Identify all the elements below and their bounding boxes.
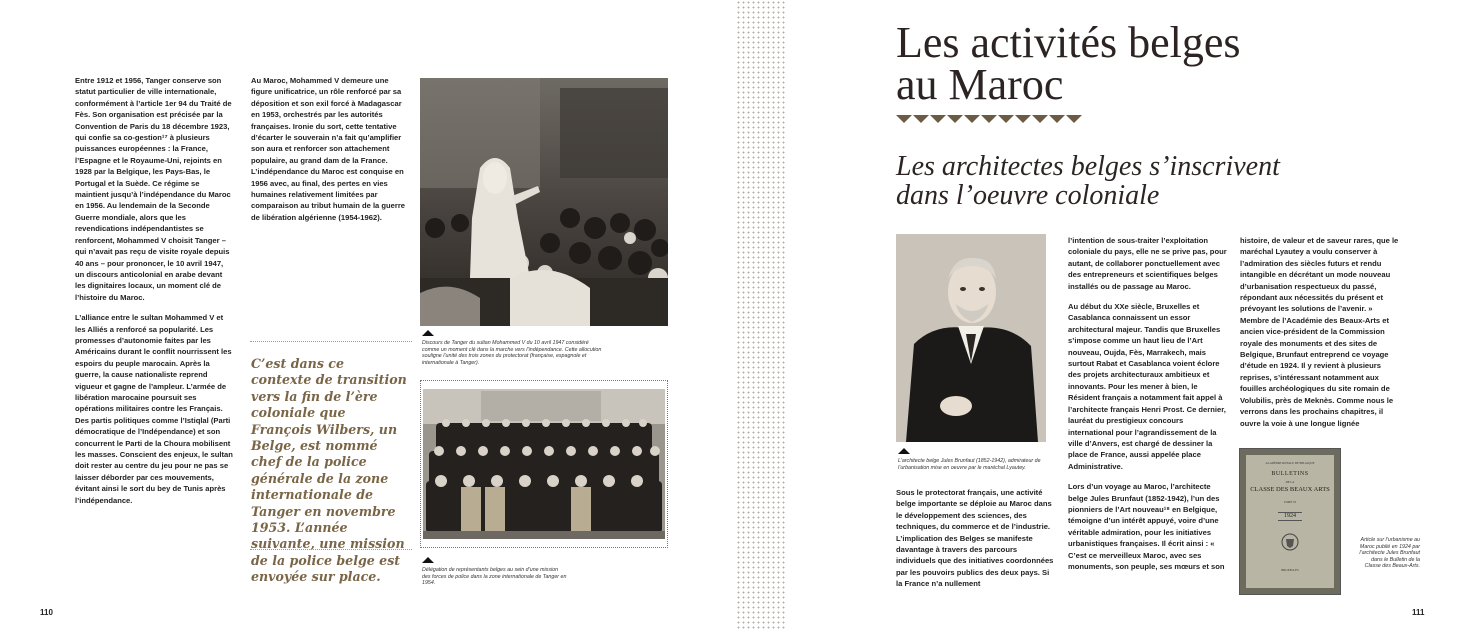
police-delegation-photo	[420, 380, 668, 548]
bulletin-publisher: BRUXELLES	[1281, 568, 1299, 572]
left-col1-paragraph-2: L’alliance entre le sultan Mohammed V et les Alliés a renforcé sa popularité. Les promesses d’autonomie faites par les Américains durant le conflit nourrissent les espoirs du peuple marocain. Après la guerre, la cause nationaliste reprend vigueur et gagne de l’ampleur. L’armée de libération marocaine poursuit ses opérations militaires contre les Français. Des partis politiques comme l’Istiqlal (Parti démocratique de l’Indépendance) et son concurrent le Parti de la Choura mobilisent les masses. Conscient des enjeux, le sultan doit rester au centre du jeu pour ne pas se laisser déborder par ces mouvements, évitant ainsi le sort du bey de Tunis après l’indépendance.	[75, 313, 233, 505]
right-page-number: 111	[1412, 608, 1425, 617]
bulletin-title1: BULLETINS	[1271, 471, 1309, 477]
bulletin-year: 1924	[1278, 512, 1302, 521]
right-col2-paragraph-2: Au début du XXe siècle, Bruxelles et Casablanca connaissent un essor architectural majeur. Tandis que Bruxelles s’impose comme un haut lieu de l’Art nouveau, Oujda, Fès, Marrakech, mais surtout Rabat et Casablanca voient éclore des projets architecturaux ambitieux et innovants. Pour les mener à bien, le Résident français a notamment fait appel à l’architecte français Henri Prost. Ce dernier, lauréat du prestigieux concours international pour l’agrandissement de la ville d’Anvers, est chargé de dessiner la place de France, aussi appelée place Administrative.	[1068, 302, 1226, 471]
chapter-title-line2: au Maroc	[896, 60, 1064, 109]
right-col3-text	[1240, 235, 1400, 438]
bulletin-de-la: DE LA	[1285, 480, 1295, 484]
pullquote-bottom-rule	[250, 549, 412, 550]
right-col1-text	[896, 487, 1056, 599]
pullquote-top-rule	[250, 341, 412, 342]
brunfaut-portrait-photo	[896, 234, 1046, 442]
bulletin-tome: TOME VI	[1283, 500, 1297, 504]
pullquote: C’est dans ce contexte de transition vers la fin de l’ère coloniale que François Wilbers, un Belge, est nommé chef de la police générale de la zone internationale de Tanger en novembre 1953. L’année suivante, une mission de la police belge est envoyée sur place.	[251, 356, 407, 585]
caption-police-delegation: Délégation de représentants belges au sein d’une mission des forces de police dans la zone internationale de Tanger en 1954.	[422, 567, 567, 587]
chapter-title	[896, 18, 1296, 109]
sultan-speech-photo-illustration	[420, 78, 668, 326]
bulletin-emblem-icon	[1280, 532, 1300, 552]
chapter-title-line1: Les activités belges	[896, 18, 1241, 67]
zigzag-ornament	[896, 115, 1084, 125]
left-col2-paragraph: Au Maroc, Mohammed V demeure une figure unificatrice, un rôle renforcé par sa déposition et son exil forcé à Madagascar en 1953, orchestrés par les autorités françaises. Ironie du sort, cette tentative d’écarter le souverain n’a fait qu’amplifier son aura et renforcer son attachement populaire, au grand dam de la France. L’indépendance du Maroc est conquise en 1956 avec, au final, des pertes en vies humaines relativement limitées par comparaison au tribut humain de la guerre de libération algérienne (1954-1962).	[251, 76, 406, 222]
right-col2-paragraph-1: l’intention de sous-traiter l’exploitation coloniale du pays, elle ne se prive pas, pour autant, de collaborer ponctuellement avec des entrepreneurs et scientifiques belges installés ou de passage au Maroc.	[1068, 236, 1227, 291]
right-col2-paragraph-3: Lors d’un voyage au Maroc, l’architecte belge Jules Brunfaut (1852-1942), l’un des pionniers de l’Art nouveau¹⁸ en Belgique, témoigne d’un intérêt appuyé, voire d’une véritable admiration, pour les initiatives urbanistiques françaises. Il écrit ainsi : « C’est ce merveilleux Maroc, avec ses monuments, son peuple, ses mœurs et son	[1068, 482, 1225, 571]
bulletin-caption: Article sur l’urbanisme au Maroc publié en 1924 par l’architecte Jules Brunfaut dans le Bulletin de la Classe des Beaux-Arts.	[1359, 537, 1420, 570]
portrait-caption: L’architecte belge Jules Brunfaut (1852-1942), admirateur de l’urbanisation mise en oeuvre par le maréchal Lyautey.	[898, 458, 1041, 471]
section-subtitle-line1: Les architectes belges s’inscrivent	[896, 151, 1280, 182]
gutter-dotted-band	[736, 0, 786, 631]
portrait-caption-marker-icon	[898, 448, 910, 454]
left-col2-text	[251, 75, 410, 232]
caption-sultan-speech: Discours de Tanger du sultan Mohammed V du 10 avril 1947 considéré comme un moment clé dans la marche vers l’indépendance. Cette allocution souligne l’unité des trois zones du protectorat (française, espagnole et internationale à Tanger).	[422, 340, 602, 366]
caption1-marker-icon	[422, 330, 434, 336]
right-col1-paragraph: Sous le protectorat français, une activité belge importante se déploie au Maroc dans le développement des sciences, des techniques, du commerce et de l’industrie. L’implication des Belges se manifeste davantage à travers des parcours individuels que des initiatives coordonnées par les pouvoirs publics des deux pays. Si la France n’a nullement	[896, 488, 1054, 589]
sultan-speech-photo	[420, 78, 668, 326]
bulletin-top-line: ACADÉMIE ROYALE DE BELGIQUE	[1265, 461, 1315, 465]
caption2-marker-icon	[422, 557, 434, 563]
brunfaut-portrait-illustration	[896, 234, 1046, 442]
right-col2-text	[1068, 235, 1228, 581]
section-subtitle-line2: dans l’oeuvre coloniale	[896, 180, 1160, 211]
section-subtitle	[896, 152, 1336, 210]
left-col1-text	[75, 75, 233, 515]
bulletin-title2: CLASSE DES BEAUX ARTS	[1250, 486, 1330, 493]
police-delegation-photo-illustration	[421, 381, 667, 547]
right-col3-paragraph: histoire, de valeur et de saveur rares, que le maréchal Lyautey a voulu conserver à l’admiration des siècles futurs et rendu intangible en décrétant un mode nouveau d’urbanisation respectueux du passé, répondant aux nécessités du présent et prévoyant les solutions de l’avenir. » Membre de l’Académie des Beaux-Arts et ancien vice-président de la Commission royale des monuments et des sites de Belgique, Brunfaut entreprend ce voyage d’étude en 1924. Il y revient à plusieurs reprises, s’intéressant notamment aux fouilles archéologiques du site romain de Volubilis, près de Meknès. Comme nous le verrons dans les prochains chapitres, il ouvre la voie à une longue lignée	[1240, 236, 1399, 428]
bulletin-document-image	[1239, 448, 1341, 595]
left-col1-paragraph-1: Entre 1912 et 1956, Tanger conserve son statut particulier de ville internationale, conformément à l’article 1er 94 du Traité de Fès. Son organisation est précisée par la Convention de Paris du 18 décembre 1923, qui confie sa co-gestion¹⁷ à plusieurs puissances européennes : la France, l’Espagne et le Royaume-Uni, rejoints en 1928 par la Belgique, les Pays-Bas, le Portugal et la Suède. Ce régime se maintient jusqu’à l’indépendance du Maroc en 1956. Au lendemain de la Seconde Guerre mondiale, alors que les revendications indépendantistes se renforcent, Mohammed V choisit Tanger – qui n’avait pas reçu de visite royale depuis 40 ans – pour prononcer, le 10 avril 1947, un discours anticolonial en arabe devant les dignitaires locaux, un moment clé de l’histoire du Maroc.	[75, 76, 232, 302]
left-page-number: 110	[40, 608, 53, 617]
